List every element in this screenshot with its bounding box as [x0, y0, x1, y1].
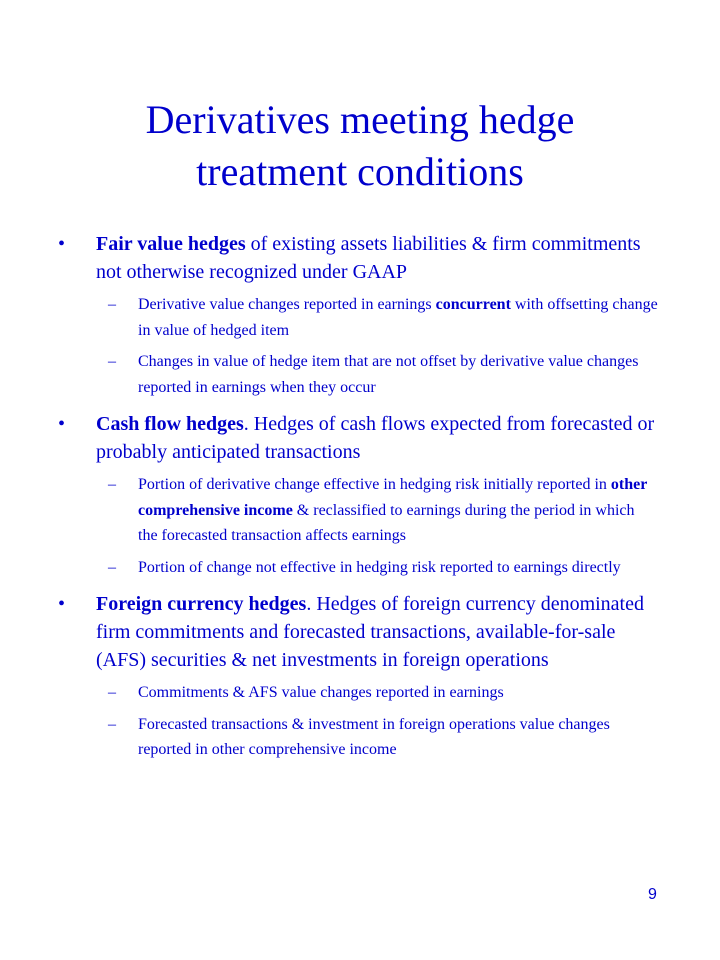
sub-item-text-tail: with offsetting change in value of hedged item	[138, 296, 658, 339]
bullet-cash-flow-hedges	[58, 410, 658, 466]
dash-icon: –	[108, 476, 116, 493]
sub-item	[58, 712, 658, 763]
page-number: 9	[648, 886, 657, 903]
bullet-text: . Hedges of cash flows expected from forecasted or probably anticipated transactions	[96, 413, 655, 463]
sub-item-text-tail: & reclassified to earnings during the period in which the forecasted transaction affects earnings	[138, 501, 635, 544]
sub-item	[58, 680, 658, 706]
sub-item-text: Portion of change not effective in hedging risk reported to earnings directly	[138, 558, 621, 576]
sub-item-text: Commitments & AFS value changes reported in earnings	[138, 684, 504, 701]
bullet-dot-icon: •	[58, 593, 66, 615]
bullet-dot-icon: •	[58, 233, 66, 255]
bullet-heading: Foreign currency hedges	[96, 593, 307, 615]
bullet-text: . Hedges of foreign currency denominated firm commitments and forecasted transactions, available-for-sale (AFS) securities & net investments in foreign operations	[96, 593, 644, 671]
sub-item	[58, 555, 658, 581]
bullet-fair-value-hedges	[58, 230, 658, 286]
slide-title-line-2: treatment conditions	[196, 149, 524, 194]
bullet-heading: Cash flow hedges	[96, 413, 244, 435]
dash-icon: –	[108, 715, 116, 733]
sub-item-text: Derivative value changes reported in earnings	[138, 296, 436, 313]
dash-icon: –	[108, 558, 116, 576]
sub-item-text: Forecasted transactions & investment in foreign operations value changes reported in other comprehensive income	[138, 715, 610, 758]
sub-item-text: Portion of derivative change effective in hedging risk initially reported in	[138, 476, 611, 493]
sub-item	[58, 472, 658, 549]
bullet-heading: Fair value hedges	[96, 233, 246, 255]
dash-icon: –	[108, 353, 116, 370]
sub-item-bold: concurrent	[435, 296, 511, 313]
sub-item	[58, 349, 658, 400]
dash-icon: –	[108, 296, 116, 313]
bullet-dot-icon: •	[58, 413, 66, 435]
slide-title	[0, 94, 720, 198]
sub-item-bold: other comprehensive income	[138, 476, 648, 519]
bullet-list	[58, 230, 658, 763]
bullet-foreign-currency-hedges	[58, 590, 658, 674]
slide-title-line-1: Derivatives meeting hedge	[145, 97, 575, 142]
sub-item	[58, 292, 658, 343]
bullet-text: of existing assets liabilities & firm commitments not otherwise recognized under GAAP	[96, 233, 641, 283]
sub-item-text: Changes in value of hedge item that are not offset by derivative value changes reported in earnings when they occur	[138, 353, 639, 396]
dash-icon: –	[108, 684, 116, 701]
